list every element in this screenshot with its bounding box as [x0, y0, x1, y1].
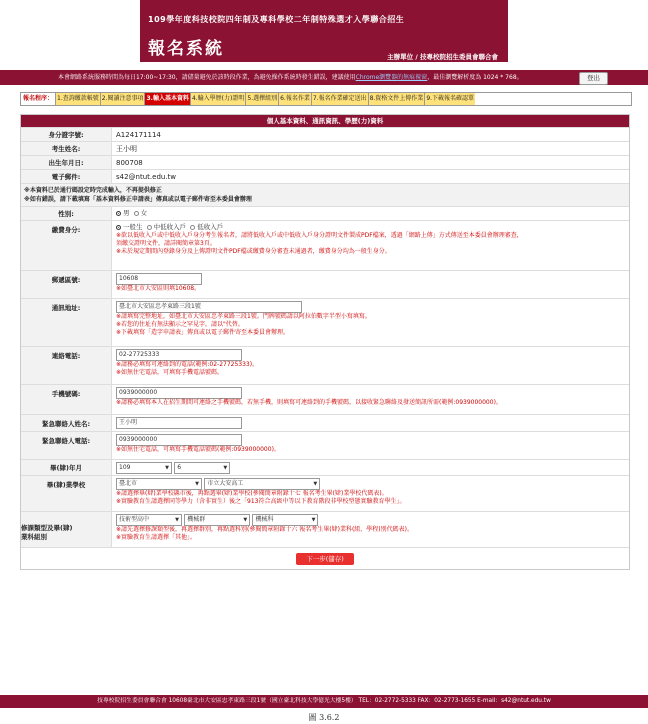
school-hint-1: ※請選擇畢(肄)業學校縣市後，再點選畢(肄)業學校(參閱簡章附錄十七 報名考生畢(肄)業學校代碼表)。 [116, 490, 388, 497]
chrome-link[interactable]: Chrome瀏覽器 [355, 74, 398, 81]
emergency-name-label: 緊急聯絡人姓名: [21, 415, 112, 431]
notice-bar [0, 70, 648, 85]
address-row [21, 298, 629, 346]
emergency-name-row [21, 414, 629, 431]
emergency-phone-label: 緊急聯絡人電話: [21, 432, 112, 459]
status-hint-3: ※未於規定期間內登錄身分及上傳證明文件PDF檔或繳費身分審查未通過者，繳費身分均為一般生身分。 [116, 248, 391, 255]
school-city-select[interactable]: 臺北市 ▼ [116, 478, 202, 490]
zip-row [21, 270, 629, 298]
gender-female-radio[interactable] [134, 211, 139, 216]
dept-hint-1: ※請先選擇修課類型後，再選擇群別，再點選科別(參閱簡章附錄十六 報名考生畢(肄)業科(組、學程)別代碼表)。 [116, 526, 413, 533]
dept-label: 修課類型及畢(肄) 業科組別 [21, 512, 112, 547]
address-hint-1: ※請填寫完整地址，如臺北市大安區忠孝東路三段1號。門牌號碼請以阿拉伯數字半型小寫填寫。 [116, 313, 371, 320]
status-general-radio[interactable] [116, 225, 121, 230]
emergency-phone-hint: ※如無住宅電話，可填寫手機電話號碼(範例:0939000000)。 [116, 446, 280, 453]
birth-row [21, 155, 629, 169]
gender-male-radio[interactable] [116, 211, 121, 216]
mobile-input[interactable]: 0939000000 [116, 387, 242, 399]
zip-hint: ※如臺北市大安區則填10608。 [116, 285, 201, 292]
email-label: 電子郵件: [21, 170, 112, 183]
phone-hint-1: ※請務必填寫可連絡到的電話(範例:02-27725333)。 [116, 361, 259, 368]
gender-male-label: 男 [123, 209, 130, 217]
step-8[interactable]: 8.資格文件上傳作業 [368, 93, 425, 105]
incognito-link[interactable]: 的無痕視窗 [397, 74, 428, 81]
status-hint-1: ※欲以低收入戶或中低收入戶身分考生報名者，請將低收入戶或中低收入戶身分證明文件製成PDF檔案，透過「網路上傳」方式傳送至本委員會辦理審查， [116, 232, 523, 239]
name-value: 王小明 [112, 142, 629, 155]
gender-label: 性別: [21, 207, 112, 220]
system-title: 報名系統 [148, 39, 224, 59]
fee-status-row [21, 220, 629, 270]
grad-month-select[interactable]: 6 ▼ [174, 462, 230, 474]
status-midlow-radio[interactable] [147, 225, 152, 230]
name-row [21, 141, 629, 155]
id-row [21, 127, 629, 141]
fee-status-label: 繳費身分: [21, 221, 112, 270]
phone-row [21, 346, 629, 384]
phone-input[interactable]: 02-27725333 [116, 349, 242, 361]
note-line-2: ※如有錯誤，請下載填寫「基本資料修正申請表」傳真或以電子郵件寄至本委員會辦理 [24, 196, 252, 203]
birth-label: 出生年月日: [21, 156, 112, 169]
mobile-row [21, 384, 629, 414]
registration-form [20, 114, 630, 570]
emergency-phone-row [21, 431, 629, 459]
step-7[interactable]: 7.報名作業確定送出 [311, 93, 368, 105]
status-low-radio[interactable] [190, 225, 195, 230]
address-hint-3: ※下載填寫「造字申請表」傳真或以電子郵件寄至本委員會辦理。 [116, 329, 290, 336]
mobile-label: 手機號碼: [21, 385, 112, 414]
note-line-1: ※本資料已於通行碼設定時完成輸入，不再提供修正 [24, 187, 162, 194]
figure-caption: 圖 3.6.2 [308, 713, 340, 722]
step-6[interactable]: 6.報名作業 [278, 93, 311, 105]
chevron-down-icon: ▼ [223, 464, 228, 471]
organizer: 主辦單位 / 技專校院招生委員會聯合會 [387, 53, 498, 61]
grad-year-select[interactable]: 109 ▼ [116, 462, 172, 474]
course-type-select[interactable]: 技術型高中 ▼ [116, 514, 182, 526]
gender-row [21, 206, 629, 220]
gender-options [112, 207, 629, 220]
step-1[interactable]: 1.查詢繳款帳號 [55, 93, 100, 105]
footer: 技專校院招生委員會聯合會 10608臺北市大安區忠孝東路三段1號（國立臺北科技大學億光大樓5樓） TEL：02-2772-5333 FAX：02-2773-1655 E-mail：s42@ntut.edu.tw [0, 695, 648, 708]
zip-input[interactable]: 10608 [116, 273, 202, 285]
submit-row [21, 547, 629, 569]
address-label: 通訊地址: [21, 299, 112, 346]
chevron-down-icon: ▼ [165, 464, 169, 471]
process-steps [20, 92, 632, 106]
school-hint-2: ※實驗教育生請選擇同等學力（含非實生）後之「913符合高級中等以下教育階段非學校型態實驗教育學生」。 [116, 498, 406, 505]
email-value: s42@ntut.edu.tw [112, 170, 629, 183]
dept-select[interactable]: 機械科 ▼ [252, 514, 318, 526]
chevron-down-icon: ▼ [313, 481, 318, 487]
school-label: 畢(肄)業學校 [21, 476, 112, 511]
fee-status-options: 一般生 中低收入戶 低收入戶 [116, 223, 625, 232]
emergency-name-input[interactable]: 王小明 [116, 417, 242, 429]
name-label: 考生姓名: [21, 142, 112, 155]
phone-label: 連絡電話: [21, 347, 112, 384]
grad-date-row [21, 459, 629, 475]
status-hint-2: 須繳交證明文件，請詳閱簡章第3頁。 [116, 240, 216, 247]
notice-text: 本會網路系統服務時間為每日17:00~17:30，請儘量避免於該時段作業，為避免操作系統時發生錯誤，建議使用Chrome瀏覽器的無痕視窗，最佳瀏覽解析度為 1024 * 768。 [58, 74, 523, 81]
chevron-down-icon: ▼ [195, 481, 199, 487]
form-header: 個人基本資料、通訊資訊、學歷(力)資料 [21, 115, 629, 127]
next-save-button[interactable]: 下一步(儲存) [296, 553, 354, 565]
steps-label: 報名程序： [23, 95, 54, 102]
group-select[interactable]: 機械群 ▼ [184, 514, 250, 526]
header-subtitle: 109學年度科技校院四年制及專科學校二年制特殊選才入學聯合招生 [148, 15, 405, 24]
school-row [21, 475, 629, 511]
chevron-down-icon: ▼ [243, 517, 248, 523]
step-5[interactable]: 5.選擇組別 [245, 93, 278, 105]
chevron-down-icon: ▼ [311, 517, 316, 523]
logout-button[interactable]: 登出 [579, 72, 608, 85]
gender-female-label: 女 [140, 209, 148, 217]
id-value: A124171114 [112, 128, 629, 141]
chevron-down-icon: ▼ [175, 517, 179, 523]
address-hint-2: ※若您的住址有無法顯示之罕見字，請以"代替。 [116, 321, 244, 328]
dept-row [21, 511, 629, 547]
dept-hint-2: ※實驗教育生請選擇「其他」。 [116, 534, 197, 541]
email-row [21, 169, 629, 183]
grad-date-label: 畢(肄)年月 [21, 460, 112, 475]
mobile-hint: ※請務必填寫本人在招生期間可連絡之手機號碼，若無手機，則填寫可連絡到的手機號碼，以接收緊急聯絡及發送簡訊所需(範例:0939000000)。 [116, 399, 502, 406]
zip-label: 郵遞區號: [21, 271, 112, 298]
emergency-phone-input[interactable]: 0939000000 [116, 434, 242, 446]
step-4[interactable]: 4.輸入學歷(力)證明 [190, 93, 245, 105]
address-input[interactable]: 臺北市大安區忠孝東路三段1號 [116, 301, 302, 313]
id-label: 身分證字號: [21, 128, 112, 141]
phone-hint-2: ※如無住宅電話，可填寫手機電話號碼。 [116, 369, 224, 376]
header-banner [140, 0, 508, 62]
data-note [21, 183, 629, 206]
birth-value: 800708 [112, 156, 629, 169]
step-9[interactable]: 9.下載報名確認單 [424, 93, 475, 105]
school-name-select[interactable]: 市立大安高工 ▼ [204, 478, 320, 490]
step-3-current[interactable]: 3.輸入基本資料 [144, 93, 189, 105]
step-2[interactable]: 2.閱讀注意事項 [100, 93, 145, 105]
